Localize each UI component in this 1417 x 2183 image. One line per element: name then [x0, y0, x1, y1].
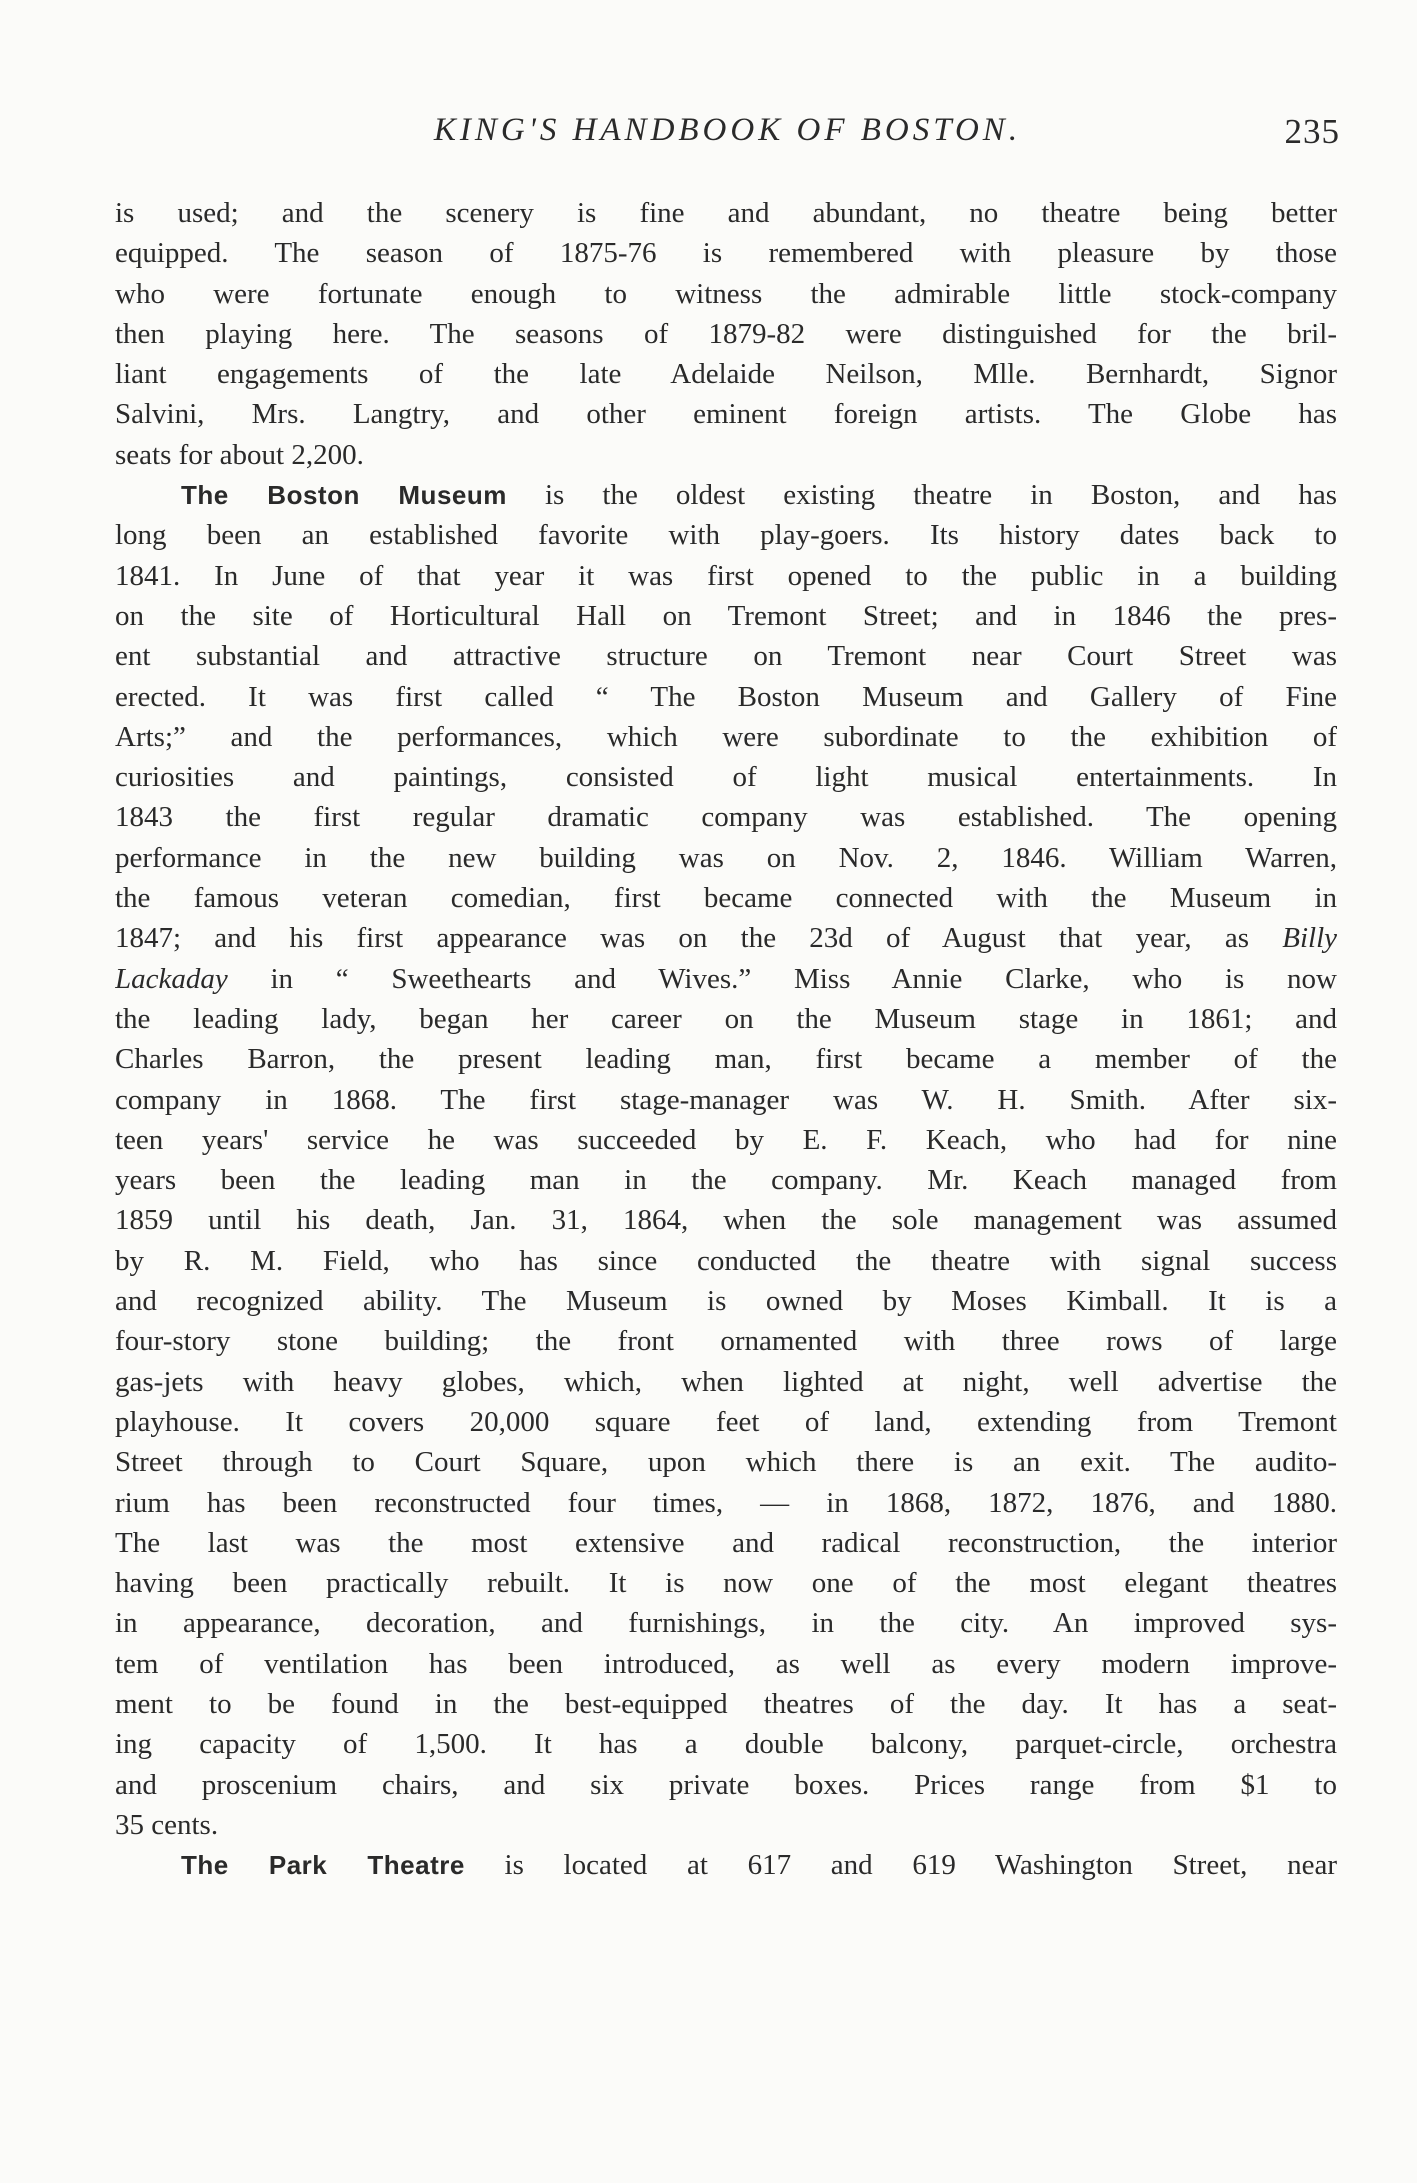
text-run: gas-jets with heavy globes, which, when lighted at night, well advertise the — [115, 1365, 1337, 1398]
run-in-heading: The Boston Museum — [181, 480, 507, 511]
text-line — [115, 1160, 1337, 1200]
text-line — [115, 999, 1337, 1039]
text-line — [115, 1483, 1337, 1523]
text-line — [115, 1563, 1337, 1603]
text-run: is the oldest existing theatre in Boston, and has — [506, 479, 1337, 512]
text-line — [115, 354, 1337, 394]
paragraph-start-line — [115, 1845, 1337, 1885]
text-run: Charles Barron, the present leading man, first became a member of the — [115, 1043, 1337, 1076]
text-run: Salvini, Mrs. Langtry, and other eminent foreign artists. The Globe has — [115, 398, 1337, 431]
text-line — [115, 515, 1337, 555]
text-run: seats for about 2,200. — [115, 438, 364, 471]
text-line — [115, 394, 1337, 434]
text-line — [115, 1603, 1337, 1643]
text-line — [115, 1200, 1337, 1240]
text-run: The last was the most extensive and radical reconstruction, the interior — [115, 1526, 1337, 1559]
text-line — [115, 918, 1337, 958]
text-run: by R. M. Field, who has since conducted the theatre with signal success — [115, 1244, 1337, 1277]
text-run: erected. It was first called “ The Boston Museum and Gallery of Fine — [115, 680, 1337, 713]
running-title: KING'S HANDBOOK OF BOSTON. — [433, 112, 1022, 148]
text-run: is used; and the scenery is fine and abundant, no theatre being better — [115, 197, 1337, 229]
text-line — [115, 1765, 1337, 1805]
text-line — [115, 314, 1337, 354]
text-run: 1841. In June of that year it was first opened to the public in a building — [115, 559, 1337, 592]
italic-text: Billy — [1282, 922, 1337, 955]
text-line — [115, 677, 1337, 717]
text-run: rium has been reconstructed four times, — in 1868, 1872, 1876, and 1880. — [115, 1486, 1337, 1519]
text-run: 1847; and his first appearance was on the 23d of August that year, as — [115, 922, 1283, 955]
text-run: 35 cents. — [115, 1808, 219, 1841]
text-line — [115, 797, 1337, 837]
text-run: and recognized ability. The Museum is owned by Moses Kimball. It is a — [115, 1285, 1337, 1318]
text-run: 1843 the first regular dramatic company was established. The opening — [115, 801, 1337, 834]
text-line — [115, 717, 1337, 757]
text-line — [115, 1321, 1337, 1361]
text-line — [115, 757, 1337, 797]
text-run: in “ Sweethearts and Wives.” Miss Annie Clarke, who is now — [227, 962, 1337, 995]
text-line — [115, 878, 1337, 918]
text-run: teen years' service he was succeeded by E. F. Keach, who had for nine — [115, 1123, 1337, 1156]
text-run: the leading lady, began her career on the Museum stage in 1861; and — [115, 1002, 1337, 1035]
text-run: curiosities and paintings, consisted of light musical entertainments. In — [115, 761, 1337, 794]
text-run: then playing here. The seasons of 1879-82 were distinguished for the bril- — [115, 317, 1337, 350]
text-line — [115, 193, 1337, 233]
text-line — [115, 435, 1337, 475]
text-run: ment to be found in the best-equipped theatres of the day. It has a seat- — [115, 1687, 1337, 1720]
text-line — [115, 636, 1337, 676]
text-line — [115, 1241, 1337, 1281]
text-run: equipped. The season of 1875-76 is remembered with pleasure by those — [115, 237, 1337, 270]
text-run: ent substantial and attractive structure on Tremont near Court Street was — [115, 640, 1337, 673]
text-run: tem of ventilation has been introduced, as well as every modern improve- — [115, 1647, 1337, 1680]
text-line — [115, 233, 1337, 273]
text-line — [115, 556, 1337, 596]
text-run: ing capacity of 1,500. It has a double balcony, parquet-circle, orchestra — [115, 1728, 1337, 1761]
text-run: years been the leading man in the company. Mr. Keach managed from — [115, 1164, 1337, 1197]
text-run: on the site of Horticultural Hall on Tremont Street; and in 1846 the pres- — [115, 599, 1337, 632]
text-run: Arts;” and the performances, which were subordinate to the exhibition of — [115, 720, 1337, 753]
text-run: company in 1868. The first stage-manager was W. H. Smith. After six- — [115, 1083, 1337, 1116]
run-in-heading: The Park Theatre — [181, 1850, 465, 1881]
text-line — [115, 1523, 1337, 1563]
text-line — [115, 1644, 1337, 1684]
text-run: liant engagements of the late Adelaide Neilson, Mlle. Bernhardt, Signor — [115, 358, 1337, 391]
text-line — [115, 959, 1337, 999]
text-run: the famous veteran comedian, first became connected with the Museum in — [115, 882, 1337, 915]
text-line — [115, 1442, 1337, 1482]
text-run: is located at 617 and 619 Washington Street, near — [464, 1849, 1337, 1882]
text-line — [115, 274, 1337, 314]
italic-text: Lackaday — [115, 962, 228, 995]
text-run: playhouse. It covers 20,000 square feet of land, extending from Tremont — [115, 1405, 1337, 1438]
text-line — [115, 1402, 1337, 1442]
text-line — [115, 1684, 1337, 1724]
text-line — [115, 596, 1337, 636]
text-line — [115, 1281, 1337, 1321]
page-number: 235 — [1284, 112, 1340, 151]
running-head — [115, 108, 1340, 158]
text-line — [115, 1362, 1337, 1402]
paragraph-start-line — [115, 475, 1337, 515]
text-run: four-story stone building; the front ornamented with three rows of large — [115, 1325, 1337, 1358]
text-line — [115, 1805, 1337, 1845]
text-line — [115, 1120, 1337, 1160]
text-run: performance in the new building was on Nov. 2, 1846. William Warren, — [115, 841, 1337, 874]
text-line — [115, 838, 1337, 878]
body-text — [115, 193, 1337, 1885]
text-line — [115, 1080, 1337, 1120]
text-line — [115, 1039, 1337, 1079]
text-run: long been an established favorite with play-goers. Its history dates back to — [115, 519, 1337, 552]
text-run: who were fortunate enough to witness the admirable little stock-company — [115, 277, 1337, 310]
text-run: and proscenium chairs, and six private boxes. Prices range from $1 to — [115, 1768, 1337, 1801]
text-run: having been practically rebuilt. It is now one of the most elegant theatres — [115, 1567, 1337, 1600]
text-run: 1859 until his death, Jan. 31, 1864, when the sole management was assumed — [115, 1204, 1337, 1237]
text-run: Street through to Court Square, upon which there is an exit. The audito- — [115, 1446, 1337, 1479]
text-line — [115, 1724, 1337, 1764]
text-run: in appearance, decoration, and furnishings, in the city. An improved sys- — [115, 1607, 1337, 1640]
